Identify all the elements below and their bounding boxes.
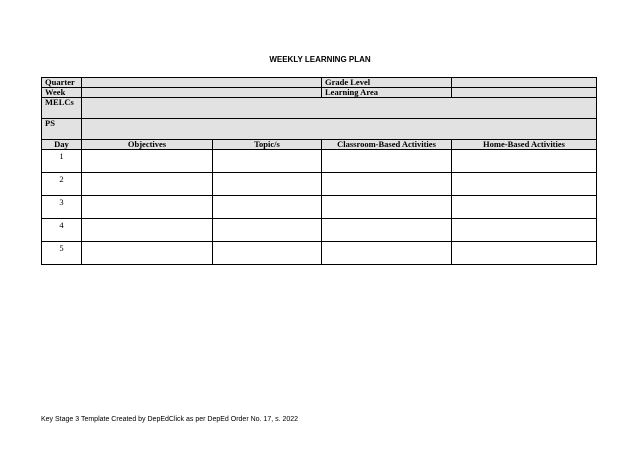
home-activities-cell[interactable] [452, 150, 597, 173]
home-activities-cell[interactable] [452, 196, 597, 219]
ps-label: PS [42, 119, 82, 140]
topics-cell[interactable] [213, 150, 322, 173]
weekly-learning-plan-table [41, 77, 597, 265]
day-row [42, 242, 597, 265]
ps-value-cell[interactable] [82, 119, 597, 140]
column-header-topics: Topic/s [213, 140, 322, 150]
grade-level-label: Grade Level [322, 78, 452, 88]
objectives-cell[interactable] [82, 150, 213, 173]
quarter-label: Quarter [42, 78, 82, 88]
objectives-cell[interactable] [82, 173, 213, 196]
column-header-classroom-activities: Classroom-Based Activities [322, 140, 452, 150]
melcs-value-cell[interactable] [82, 98, 597, 119]
day-number: 3 [42, 196, 82, 219]
quarter-value-cell[interactable] [82, 78, 322, 88]
grade-level-value-cell[interactable] [452, 78, 597, 88]
week-value-cell[interactable] [82, 88, 322, 98]
day-number: 1 [42, 150, 82, 173]
document-footer: Key Stage 3 Template Created by DepEdClick as per DepEd Order No. 17, s. 2022 [41, 416, 299, 423]
classroom-activities-cell[interactable] [322, 173, 452, 196]
melcs-label: MELCs [42, 98, 82, 119]
topics-cell[interactable] [213, 196, 322, 219]
column-header-row [42, 140, 597, 150]
melcs-row [42, 98, 597, 119]
week-label: Week [42, 88, 82, 98]
quarter-row [42, 78, 597, 88]
day-number: 4 [42, 219, 82, 242]
classroom-activities-cell[interactable] [322, 219, 452, 242]
column-header-home-activities: Home-Based Activities [452, 140, 597, 150]
objectives-cell[interactable] [82, 242, 213, 265]
day-number: 2 [42, 173, 82, 196]
classroom-activities-cell[interactable] [322, 150, 452, 173]
column-header-day: Day [42, 140, 82, 150]
day-row [42, 150, 597, 173]
learning-area-value-cell[interactable] [452, 88, 597, 98]
day-number: 5 [42, 242, 82, 265]
classroom-activities-cell[interactable] [322, 242, 452, 265]
objectives-cell[interactable] [82, 219, 213, 242]
classroom-activities-cell[interactable] [322, 196, 452, 219]
objectives-cell[interactable] [82, 196, 213, 219]
ps-row [42, 119, 597, 140]
week-row [42, 88, 597, 98]
day-row [42, 219, 597, 242]
home-activities-cell[interactable] [452, 219, 597, 242]
topics-cell[interactable] [213, 173, 322, 196]
topics-cell[interactable] [213, 219, 322, 242]
column-header-objectives: Objectives [82, 140, 213, 150]
day-row [42, 173, 597, 196]
topics-cell[interactable] [213, 242, 322, 265]
home-activities-cell[interactable] [452, 173, 597, 196]
day-row [42, 196, 597, 219]
learning-area-label: Learning Area [322, 88, 452, 98]
home-activities-cell[interactable] [452, 242, 597, 265]
document-title: WEEKLY LEARNING PLAN [269, 55, 371, 64]
